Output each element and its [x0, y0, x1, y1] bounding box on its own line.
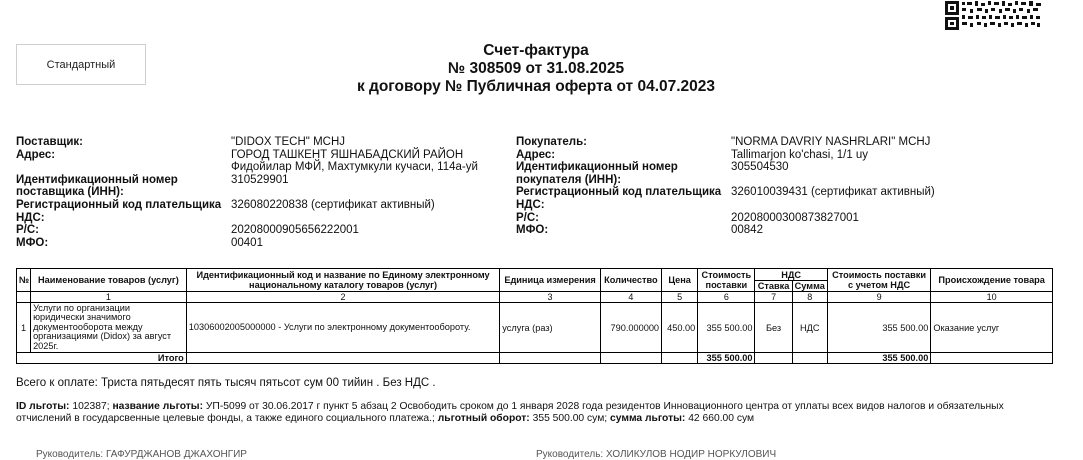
col-number: 5 [662, 292, 698, 303]
benefit-turnover: 355 500.00 сум; [529, 412, 608, 424]
buyer-vat-label-1: Регистрационный код плательщика [516, 186, 722, 199]
document-type-button[interactable] [16, 44, 146, 85]
header-origin: Происхождение товара [931, 269, 1053, 292]
row-cost-vat: 355 500.00 [827, 303, 930, 353]
benefit-info [16, 401, 1056, 424]
header-no: № [17, 269, 31, 292]
col-number: 6 [698, 292, 755, 303]
buyer-inn-label-2: покупателя (ИНН): [516, 173, 622, 186]
buyer-name: "NORMA DAVRIY NASHRLARI" MCHJ [731, 136, 931, 148]
row-no: 1 [17, 303, 31, 353]
buyer-inn-label-1: Идентификационный номер [516, 161, 678, 174]
header-cost-vat: Стоимость поставки с учетом НДС [827, 269, 930, 292]
supplier-vat-label-1: Регистрационный код плательщика [16, 199, 222, 211]
invoice-number: № 308509 от 31.08.2025 [447, 60, 625, 77]
supplier-vat-label-2: НДС: [16, 211, 45, 224]
row-code: 10306002005000000 - Услуги по электронному документообороту. [186, 303, 500, 353]
document-type-label: Стандартный [46, 58, 116, 71]
row-unit: услуга (раз) [500, 303, 600, 353]
row-vat-sum: НДС [792, 303, 827, 353]
supplier-account-label: Р/С: [16, 224, 39, 237]
buyer-mfo: 00842 [731, 224, 763, 237]
col-number: 3 [500, 292, 600, 303]
header-name: Наименование товаров (услуг) [31, 269, 187, 292]
benefit-id: 102387; [69, 401, 110, 412]
invoice-title-block [300, 42, 772, 96]
column-number-row [17, 292, 1053, 303]
col-number: 9 [827, 292, 930, 303]
buyer-name-label: Покупатель: [516, 136, 588, 148]
col-number: 8 [792, 292, 827, 303]
header-cost: Стоимость поставки [698, 269, 755, 292]
col-number: 2 [186, 292, 500, 303]
row-origin: Оказание услуг [931, 303, 1053, 353]
buyer-vat-code: 326010039431 (сертификат активный) [731, 186, 935, 199]
supplier-address-line-2: Фидойилар МФЙ, Махтумкули кучаси, 114а-уй [231, 161, 478, 174]
benefit-sum-label: сумма льготы: [610, 412, 686, 424]
buyer-inn: 305504530 [731, 161, 789, 174]
total-cost-vat: 355 500.00 [827, 353, 930, 364]
total-label: Итого [17, 353, 187, 364]
header-vat-sum: Сумма [792, 281, 827, 292]
supplier-inn-label-2: поставщика (ИНН): [16, 186, 124, 199]
buyer-address-label: Адрес: [516, 148, 556, 161]
benefit-sum: 42 660.00 сум [685, 412, 755, 424]
buyer-account-label: Р/С: [516, 211, 539, 224]
buyer-account: 20208000300873827001 [731, 211, 859, 224]
total-to-pay: Всего к оплате: Триста пятьдесят пять тысяч пятьсот сум 00 тийин . Без НДС . [16, 377, 436, 389]
total-cost: 355 500.00 [698, 353, 755, 364]
row-qty: 790.000000 [600, 303, 661, 353]
header-qty: Количество [600, 269, 661, 292]
row-cost: 355 500.00 [698, 303, 755, 353]
benefit-name-label: название льготы: [112, 401, 204, 412]
header-vat: НДС [755, 269, 827, 281]
col-number: 7 [755, 292, 792, 303]
benefit-turnover-label: льготный оборот: [437, 412, 530, 424]
total-row [17, 353, 1053, 364]
col-number: 1 [31, 292, 187, 303]
supplier-address-line-1: ГОРОД ТАШКЕНТ ЯШНАБАДСКИЙ РАЙОН [231, 148, 464, 161]
supplier-mfo-label: МФО: [16, 236, 49, 249]
header-price: Цена [662, 269, 698, 292]
qr-code [944, 0, 1042, 30]
benefit-id-label: ID льготы: [16, 401, 70, 412]
table-row [17, 303, 1053, 353]
col-number: 4 [600, 292, 661, 303]
buyer-address: Tallimarjon ko'chasi, 1/1 uy [731, 148, 869, 161]
supplier-mfo: 00401 [231, 236, 263, 249]
row-name: Услуги по организации юридически значимого документооборота между организациями (Didox) за август 2025г. [31, 303, 187, 353]
header-code: Идентификационный код и название по Единому электронному национальному каталогу товаров (услуг) [186, 269, 500, 292]
supplier-name-label: Поставщик: [16, 136, 83, 148]
header-unit: Единица измерения [500, 269, 600, 292]
supplier-vat-code: 326080220838 (сертификат активный) [231, 199, 435, 211]
supplier-inn: 310529901 [231, 173, 289, 186]
supplier-account: 20208000905656222001 [231, 224, 359, 237]
buyer-mfo-label: МФО: [516, 224, 549, 237]
row-vat-rate: Без [755, 303, 792, 353]
supplier-name: "DIDOX TECH" MCHJ [231, 136, 346, 148]
footer-left: Руководитель: ГАФУРДЖАНОВ ДЖАХОНГИР [36, 449, 247, 460]
supplier-inn-label-1: Идентификационный номер [16, 173, 178, 186]
footer-right: Руководитель: ХОЛИКУЛОВ НОДИР НОРКУЛОВИЧ [536, 449, 777, 460]
header-vat-rate: Ставка [755, 281, 792, 292]
invoice-title: Счет-фактура [483, 42, 589, 59]
col-number: 10 [931, 292, 1053, 303]
benefit-name: УП-5099 от 30.06.2017 г пункт 5 абзац 2 Освободить сроком до 1 января 2028 года резидентов Инновационного центра от уплаты всех видов налогов и обязательных отчислений в государсвенные целевые фонды, а также единого социального платежа.; [16, 401, 1004, 424]
supplier-address-label: Адрес: [16, 148, 56, 161]
invoice-table [16, 268, 1053, 364]
row-price: 450.00 [662, 303, 698, 353]
buyer-vat-label-2: НДС: [516, 199, 545, 211]
invoice-contract: к договору № Публичная оферта от 04.07.2023 [356, 78, 716, 95]
